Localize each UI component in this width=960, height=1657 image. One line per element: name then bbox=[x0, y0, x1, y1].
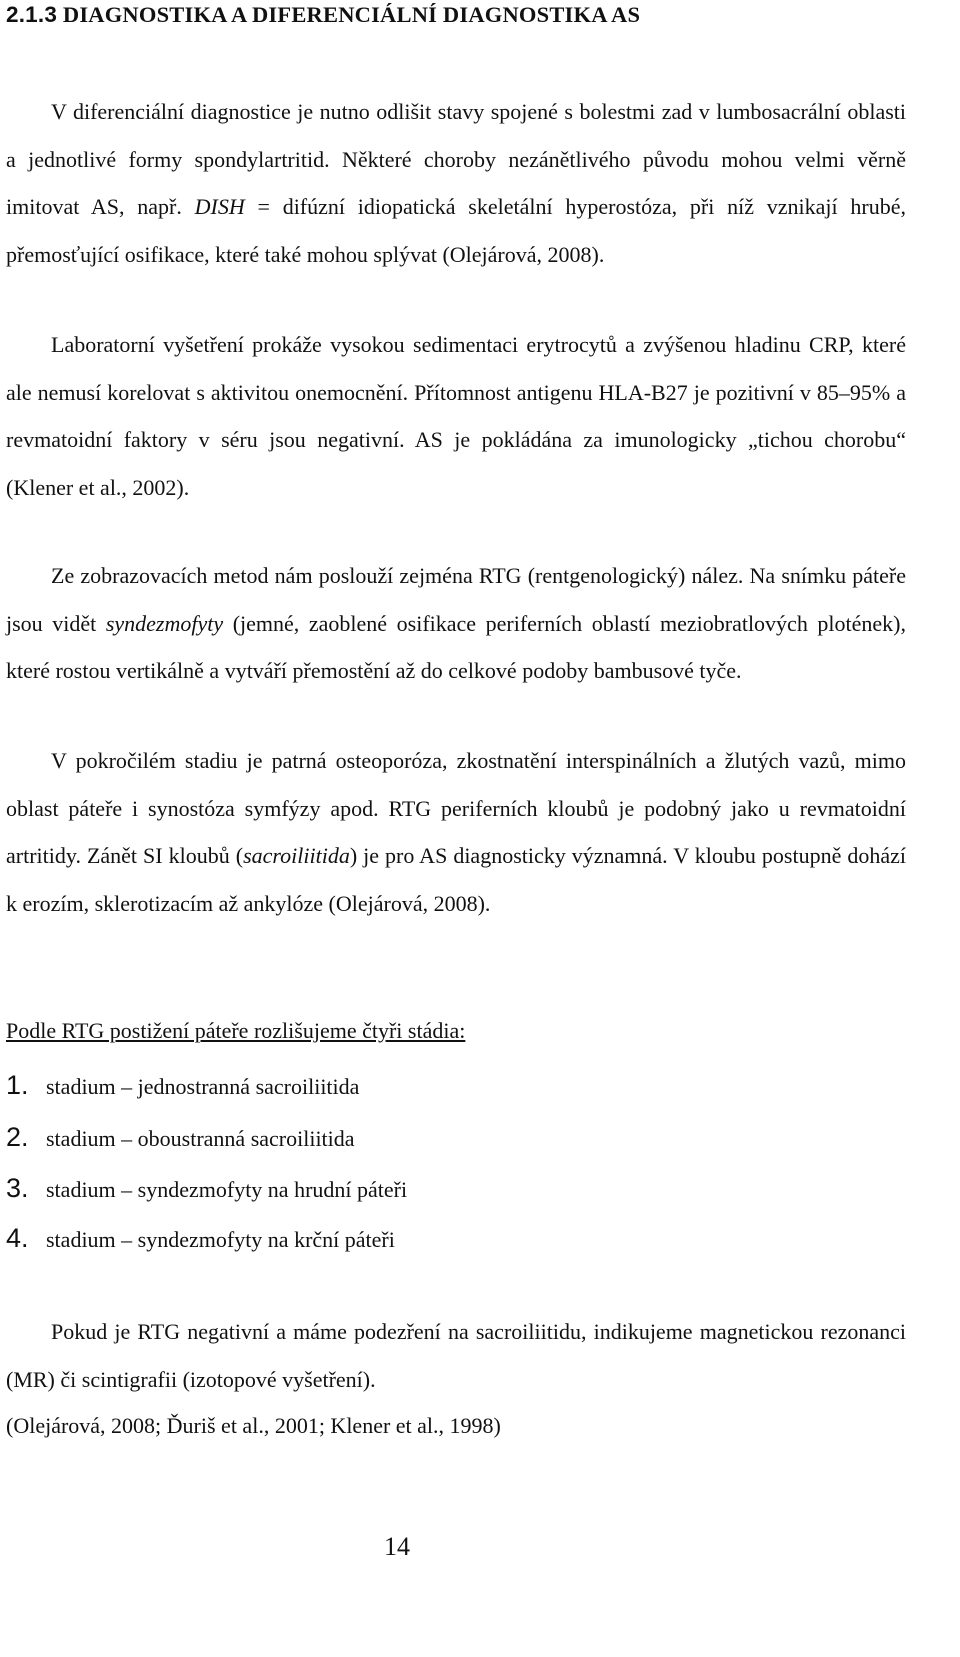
stage-item: 4. stadium – syndezmofyty na krční páteři bbox=[6, 1223, 395, 1253]
references-line: (Olejárová, 2008; Ďuriš et al., 2001; Klener et al., 1998) bbox=[6, 1413, 501, 1438]
paragraph-imaging: Ze zobrazovacích metod nám poslouží zejména RTG (rentgenologický) nález. Na snímku páteře jsou vidět syndezmofyty (jemné, zaoblené osifikace periferních oblastí meziobratlových plotének), které rostou vertikálně a vytváří přemostění až do celkové podoby bambusové tyče. bbox=[6, 563, 906, 683]
section-number: 2.1.3 bbox=[6, 2, 58, 27]
stage-item: 3. stadium – syndezmofyty na hrudní páteři bbox=[6, 1173, 408, 1203]
section-title: DIAGNOSTIKA A DIFERENCIÁLNÍ DIAGNOSTIKA AS bbox=[62, 2, 641, 27]
term-syndesmophytes: syndezmofyty bbox=[105, 610, 224, 636]
paragraph-advanced-stage: V pokročilém stadiu je patrná osteoporóza, zkostnatění interspinálních a žlutých vazů, mimo oblast páteře i synostóza symfýzy apod. RTG periferních kloubů je podobný jako u revmatoidní artritidy. Zánět SI kloubů (sacroiliitida) je pro AS diagnosticky významná. V kloubu postupně dohází k erozím, sklerotizacím až ankylóze (Olejárová, 2008). bbox=[6, 748, 906, 916]
paragraph-mri-indication: Pokud je RTG negativní a máme podezření na sacroiliitidu, indikujeme magnetickou rezonanci (MR) či scintigrafii (izotopové vyšetření). bbox=[6, 1319, 906, 1392]
paragraph-laboratory: Laboratorní vyšetření prokáže vysokou sedimentaci erytrocytů a zvýšenou hladinu CRP, které ale nemusí korelovat s aktivitou onemocnění. Přítomnost antigenu HLA-B27 je pozitivní v 85–95% a revmatoidní faktory v séru jsou negativní. AS je pokládána za imunologicky „tichou chorobu“ (Klener et al., 2002). bbox=[6, 332, 906, 500]
paragraph-differential-diagnosis: V diferenciální diagnostice je nutno odlišit stavy spojené s bolestmi zad v lumbosacrální oblasti a jednotlivé formy spondylartritid. Některé choroby nezánětlivého původu mohou velmi věrně imitovat AS, např. DISH = difúzní idiopatická skeletální hyperostóza, při níž vznikají hrubé, přemosťující osifikace, které také mohou splývat (Olejárová, 2008). bbox=[6, 99, 907, 267]
stages-heading: Podle RTG postižení páteře rozlišujeme čtyři stádia: bbox=[6, 1018, 466, 1043]
term-sacroiliitis: sacroiliitida bbox=[243, 843, 350, 868]
stage-item: 1. stadium – jednostranná sacroiliitida bbox=[6, 1070, 360, 1100]
section-heading bbox=[6, 2, 640, 28]
page-number: 14 bbox=[384, 1532, 410, 1561]
term-dish: DISH bbox=[194, 194, 245, 219]
stage-item: 2. stadium – oboustranná sacroiliitida bbox=[6, 1122, 355, 1152]
